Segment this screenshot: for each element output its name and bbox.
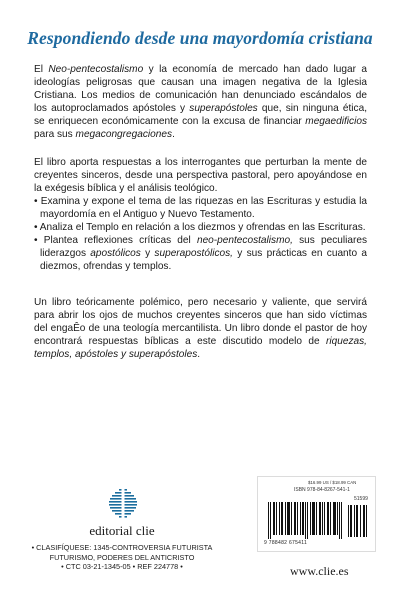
intro-paragraph: El Neo-pentecostalismo y la economía de mercado han dado lugar a ideologías peligrosas que causan una imagen negativa de la Iglesia Cristiana. Los medios de comunicación han denunciado escándalos de los autoproclamados apóstoles y superapóstoles que, sin ninguna ética, se enriquecen económicamente con la excusa de financiar megaedificios para sus megacongregaciones. xyxy=(34,64,367,140)
barcode xyxy=(257,476,376,552)
list-item: • Analiza el Templo en relación a los diezmos y ofrendas en las Escrituras. xyxy=(34,221,366,233)
website-link[interactable]: www.clie.es xyxy=(290,564,349,578)
feature-list xyxy=(34,196,367,273)
barcode-addon-number: 51599 xyxy=(354,496,368,502)
barcode-price: $16.99 US / $18.99 CAN xyxy=(308,480,357,485)
barcode-bars xyxy=(262,502,372,540)
publisher-logo xyxy=(98,488,148,522)
barcode-digits: 9 788482 675411 xyxy=(264,540,308,546)
publisher-name: editorial clie xyxy=(89,523,155,538)
summary-paragraph: El libro aporta respuestas a los interrogantes que perturban la mente de creyentes sinceros, desde una perspectiva pastoral, pero apoyándose en la exégesis bíblica y el análisis teológico. xyxy=(34,157,367,194)
closing-paragraph: Un libro teóricamente polémico, pero necesario y valiente, que servirá para abrir los ojos de muchos creyentes sinceros que han sido víctimas del engaÊo de una teología mercantilista. Un libro donde el pastor de hoy encontrará respuestas bíblicas a este discutido modelo de riquezas, templos, apóstoles y superapóstoles. xyxy=(34,297,367,360)
list-item: • Examina y expone el tema de las riquezas en las Escrituras y estudia la mayordomía en el Antiguo y Nuevo Testamento. xyxy=(34,196,367,220)
catalog-info: • CLASIFÍQUESE: 1345-CONTROVERSIA FUTURISTA FUTURISMO, PODERES DEL ANTICRISTO • CTC 03-21-1345-05 • REF 224778 • xyxy=(31,543,213,572)
barcode-isbn: ISBN 978-84-8267-541-1 xyxy=(294,487,350,493)
back-cover-title: Respondiendo desde una mayordomía cristiana xyxy=(27,28,373,48)
list-item: • Plantea reflexiones críticas del neo-pentecostalismo, sus peculiares liderazgos apostólicos y superapostólicos, y sus prácticas en cuanto a diezmos, ofrendas y templos. xyxy=(34,234,367,272)
